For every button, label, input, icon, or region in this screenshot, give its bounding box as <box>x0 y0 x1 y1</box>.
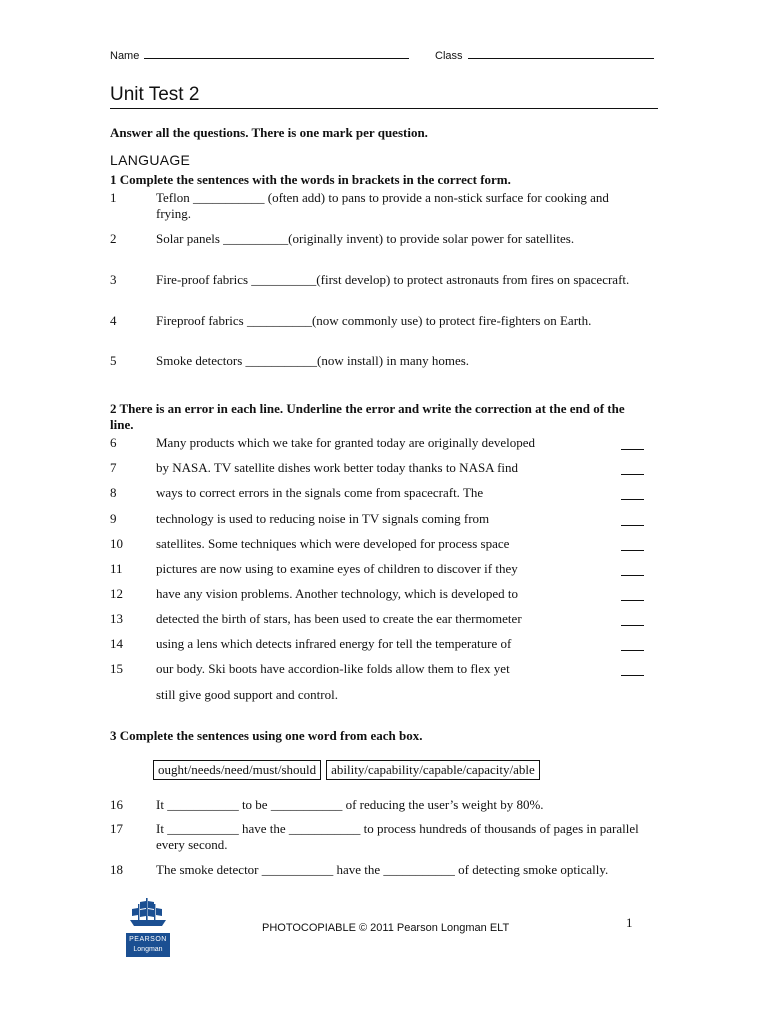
instructions: Answer all the questions. There is one mark per question. <box>110 125 428 140</box>
q2-line-number: 6 <box>110 435 117 450</box>
q1-item-number: 4 <box>110 313 117 328</box>
q2-line-text: pictures are now using to examine eyes of children to discover if they <box>156 561 518 576</box>
page-number: 1 <box>626 915 633 930</box>
q2-line-number: 11 <box>110 561 123 576</box>
q2-answer-line <box>621 650 644 651</box>
q1-item-number: 2 <box>110 231 117 246</box>
q2-line-text: using a lens which detects infrared energy for tell the temperature of <box>156 636 512 651</box>
q2-line-text: technology is used to reducing noise in TV signals coming from <box>156 511 490 526</box>
q3-item-text: It ___________ to be ___________ of reducing the user’s weight by 80%. <box>156 797 544 812</box>
name-label: Name <box>110 50 140 62</box>
q2-line-text: satellites. Some techniques which were developed for process space <box>156 536 510 551</box>
word-boxes <box>153 760 540 780</box>
q3-item-text: It ___________ have the ___________ to process hundreds of thousands of pages in parallel every second. <box>156 821 639 852</box>
q2-line-text: our body. Ski boots have accordion-like folds allow them to flex yet <box>156 661 510 676</box>
logo-wordmark <box>126 933 170 957</box>
section-heading: LANGUAGE <box>110 152 191 168</box>
q2-line-text: by NASA. TV satellite dishes work better today thanks to NASA find <box>156 460 519 475</box>
q2-answer-line <box>621 625 644 626</box>
q2-tail-text: still give good support and control. <box>156 687 338 702</box>
q2-heading: 2 There is an error in each line. Underline the error and write the correction at the end of the line. <box>110 401 625 432</box>
q2-line-number: 12 <box>110 586 123 601</box>
q2-line-number: 8 <box>110 485 117 500</box>
q2-line-number: 14 <box>110 636 123 651</box>
q2-answer-line <box>621 525 644 526</box>
q2-line-number: 9 <box>110 511 117 526</box>
copyright-footer: PHOTOCOPIABLE © 2011 Pearson Longman ELT <box>262 922 510 934</box>
class-line <box>468 48 654 59</box>
q3-item-number: 18 <box>110 862 123 877</box>
q2-answer-line <box>621 499 644 500</box>
logo-line-pearson: PEARSON <box>129 936 167 943</box>
q3-item-text: The smoke detector ___________ have the ___________ of detecting smoke optically. <box>156 862 609 877</box>
name-line <box>144 48 409 59</box>
q2-line-number: 13 <box>110 611 123 626</box>
q2-line-number: 15 <box>110 661 123 676</box>
q2-answer-line <box>621 474 644 475</box>
q2-line-number: 10 <box>110 536 123 551</box>
q2-line-text: Many products which we take for granted today are originally developed <box>156 435 536 450</box>
q1-item-text: Solar panels __________(originally invent) to provide solar power for satellites. <box>156 231 575 246</box>
class-field <box>435 48 654 62</box>
q1-item-number: 1 <box>110 190 117 205</box>
ship-icon <box>126 896 170 928</box>
q2-line-number: 7 <box>110 460 117 475</box>
q2-line-text: ways to correct errors in the signals come from spacecraft. The <box>156 485 484 500</box>
q2-line-text: have any vision problems. Another technology, which is developed to <box>156 586 519 601</box>
q3-heading: 3 Complete the sentences using one word from each box. <box>110 728 423 743</box>
q2-line-text: detected the birth of stars, has been used to create the ear thermometer <box>156 611 522 626</box>
word-box-nouns: ability/capability/capable/capacity/able <box>326 760 540 780</box>
q1-item-text: Fire-proof fabrics __________(first develop) to protect astronauts from fires on spacecraft. <box>156 272 630 287</box>
q1-heading: 1 Complete the sentences with the words in brackets in the correct form. <box>110 172 511 187</box>
name-field <box>110 48 409 62</box>
page-title: Unit Test 2 <box>110 84 200 105</box>
q1-item-text: Fireproof fabrics __________(now commonly use) to protect fire-fighters on Earth. <box>156 313 592 328</box>
class-label: Class <box>435 50 463 62</box>
q2-answer-line <box>621 550 644 551</box>
q1-item-number: 5 <box>110 353 117 368</box>
q3-item-number: 17 <box>110 821 123 836</box>
q2-answer-line <box>621 675 644 676</box>
q2-answer-line <box>621 449 644 450</box>
q1-item-text: Teflon ___________ (often add) to pans to provide a non-stick surface for cooking and frying. <box>156 190 609 221</box>
q1-item-number: 3 <box>110 272 117 287</box>
q2-answer-line <box>621 600 644 601</box>
pearson-longman-logo <box>126 896 170 957</box>
title-divider <box>110 108 658 109</box>
q3-item-number: 16 <box>110 797 123 812</box>
q2-answer-line <box>621 575 644 576</box>
word-box-modals: ought/needs/need/must/should <box>153 760 321 780</box>
logo-line-longman: Longman <box>133 946 163 953</box>
q1-item-text: Smoke detectors ___________(now install) in many homes. <box>156 353 470 368</box>
